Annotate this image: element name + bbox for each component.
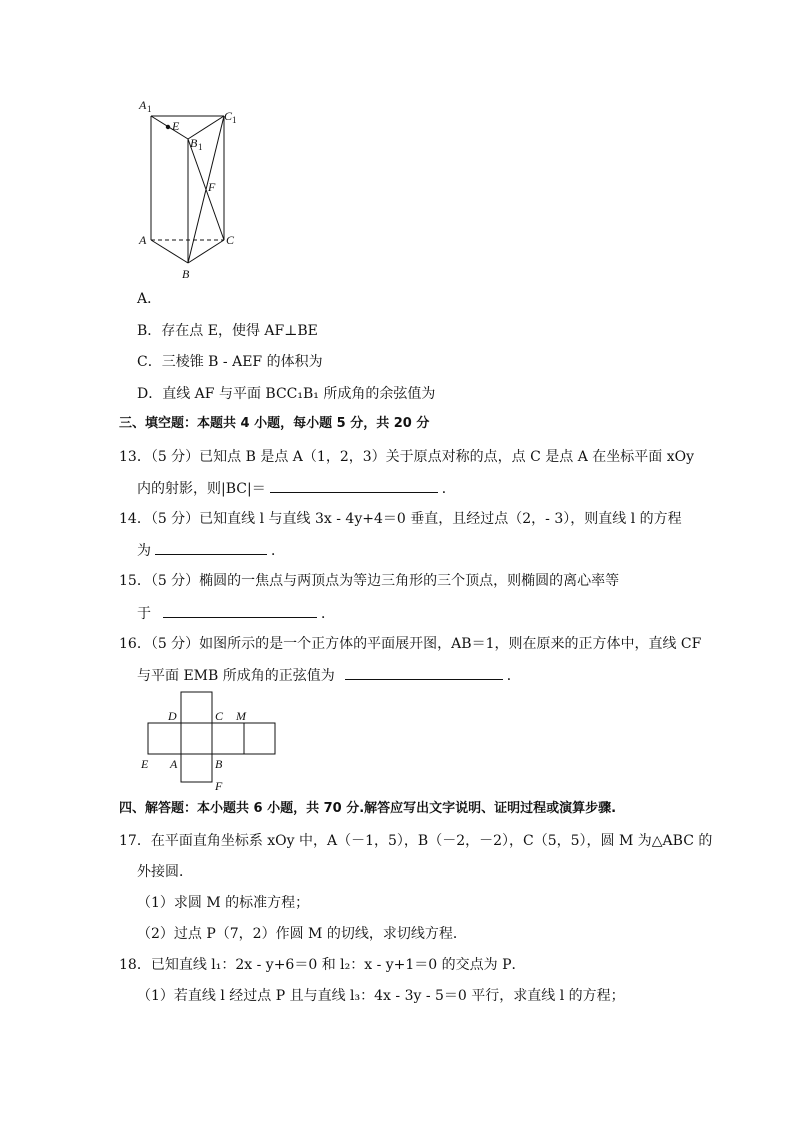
q16-line1: 16．（5 分）如图所示的是一个正方体的平面展开图，AB＝1，则在原来的正方体中，直线 CF — [119, 636, 702, 652]
q15-line2 — [137, 603, 335, 624]
q14-line2 — [137, 540, 285, 561]
label-a: A — [139, 233, 147, 247]
q16-answer-blank[interactable] — [345, 665, 503, 680]
q13-line1: 13．（5 分）已知点 B 是点 A（1，2，3）关于原点对称的点，点 C 是点 A 在坐标平面 xOy — [119, 449, 694, 465]
label-b1: B — [190, 136, 198, 150]
option-b: B．存在点 E，使得 AF⊥BE — [137, 323, 318, 339]
label-e: E — [172, 119, 180, 133]
q15-text: 于 — [137, 606, 151, 622]
q17-part2: （2）过点 P（7，2）作圆 M 的切线，求切线方程． — [137, 926, 467, 942]
point-e-dot — [166, 125, 170, 129]
net-label-m: M — [236, 709, 246, 723]
option-d: D．直线 AF 与平面 BCC₁B₁ 所成角的余弦值为 — [137, 386, 436, 402]
cube-net-figure — [138, 690, 288, 795]
q17-part1: （1）求圆 M 的标准方程； — [137, 895, 310, 911]
net-label-a: A — [170, 757, 178, 771]
label-f: F — [208, 180, 216, 194]
section3-header: 三、填空题：本题共 4 小题，每小题 5 分，共 20 分 — [119, 416, 430, 431]
label-a1: A — [139, 98, 147, 112]
q16-line2 — [137, 665, 521, 686]
net-label-d: D — [168, 709, 177, 723]
q16-text: 与平面 EMB 所成角的正弦值为 — [137, 668, 335, 684]
option-c: C．三棱锥 B - AEF 的体积为 — [137, 354, 323, 370]
label-b: B — [182, 267, 190, 281]
q15-line1: 15．（5 分）椭圆的一焦点与两顶点为等边三角形的三个顶点，则椭圆的离心率等 — [119, 573, 620, 589]
label-c1: C — [224, 109, 233, 123]
q18-part1: （1）若直线 l 经过点 P 且与直线 l₃：4x - 3y - 5＝0 平行，求直线 l 的方程； — [137, 988, 625, 1004]
q16-end: ． — [506, 668, 521, 684]
q17-line1: 17．在平面直角坐标系 xOy 中，A（－1，5），B（－2，－2），C（5，5），圆 M 为△ABC 的 — [119, 833, 713, 849]
q13-answer-blank[interactable] — [270, 478, 438, 493]
q14-end: ． — [271, 543, 285, 559]
q13-end: ． — [441, 481, 456, 497]
q14-text: 为 — [137, 543, 151, 559]
q18-line1: 18．已知直线 l₁：2x - y+6＝0 和 l₂：x - y+1＝0 的交点为 P． — [119, 957, 526, 973]
q17-line2: 外接圆． — [137, 864, 193, 880]
q13-line2 — [137, 478, 456, 499]
label-a1-sub: 1 — [147, 104, 152, 114]
q15-answer-blank[interactable] — [163, 603, 317, 618]
q14-line1: 14．（5 分）已知直线 l 与直线 3x - 4y+4＝0 垂直，且经过点（2，- 3），则直线 l 的方程 — [119, 511, 682, 527]
net-label-e: E — [141, 757, 149, 771]
q15-end: ． — [321, 606, 335, 622]
q14-answer-blank[interactable] — [155, 540, 267, 555]
prism-figure — [130, 95, 250, 285]
net-label-c: C — [215, 709, 224, 723]
label-b1-sub: 1 — [198, 142, 203, 152]
option-a: A． — [137, 291, 162, 307]
label-c: C — [226, 233, 235, 247]
net-label-b: B — [215, 757, 223, 771]
q13-text: 内的射影，则|BC|＝ — [137, 481, 266, 497]
net-label-f: F — [215, 779, 223, 793]
section4-header: 四、解答题：本小题共 6 小题，共 70 分.解答应写出文字说明、证明过程或演算步骤. — [119, 801, 617, 816]
label-c1-sub: 1 — [232, 115, 237, 125]
